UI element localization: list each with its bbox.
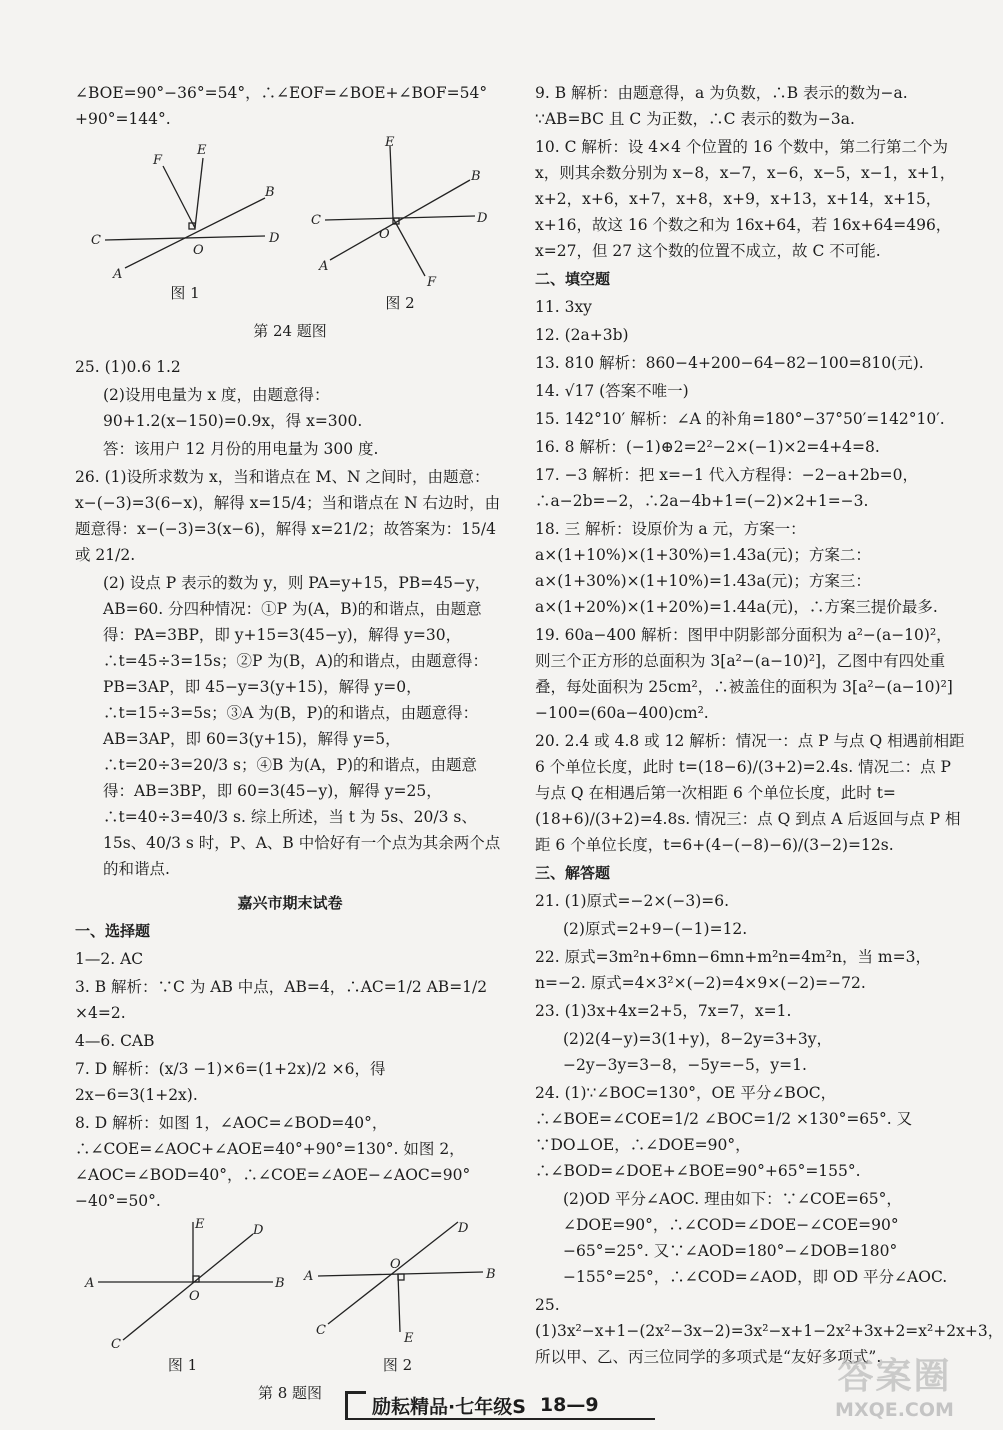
- label-B: B: [274, 1276, 285, 1291]
- q24-conclusion: ∠BOE=90°−36°=54°，∴∠EOF=∠BOE+∠BOF=54°+90°=144°.: [75, 84, 488, 128]
- figure-24-1: [85, 138, 285, 306]
- figure-24-caption: 第 24 题图: [253, 322, 327, 340]
- label-D: D: [477, 211, 488, 226]
- answer-11: 11. 3xy: [535, 298, 592, 316]
- label-O: O: [389, 1257, 401, 1272]
- figure-8-1-label: 图 1: [167, 1356, 198, 1374]
- label-B: B: [471, 169, 481, 184]
- angle-diagram-24-1: [85, 138, 285, 282]
- watermark-url: MXQE.COM: [835, 1399, 954, 1421]
- figure-8-2-label: 图 2: [382, 1356, 413, 1374]
- answer-8: 8. D 解析：如图 1，∠AOC=∠BOD=40°，∴∠COE=∠AOC+∠AOE=40°+90°=130°. 如图 2，∠AOC=∠BOD=40°，∴∠COE=∠AOE−∠AOC=90°−40°=50°.: [75, 1114, 471, 1210]
- watermark: [807, 1348, 982, 1421]
- right-column: [535, 80, 1003, 1372]
- left-column: [75, 80, 505, 1416]
- label-O: O: [188, 1289, 200, 1304]
- label-O: O: [193, 243, 204, 258]
- answer-17: 17. −3 解析：把 x=−1 代入方程得：−2−a+2b=0，∴a−2b=−2，∴2a−4b+1=(−2)×2+1=−3.: [535, 466, 918, 510]
- figure-24-2-label: 图 2: [385, 294, 415, 312]
- label-D: D: [457, 1221, 468, 1236]
- angle-diagram-8-2: [298, 1220, 498, 1350]
- label-D: D: [252, 1223, 263, 1238]
- answer-12: 12. (2a+3b): [535, 326, 629, 344]
- answer-21-1: 21. (1)原式=−2×(−3)=6.: [535, 892, 730, 910]
- answer-16: 16. 8 解析：(−1)⊕2=2²−2×(−1)×2=4+4=8.: [535, 438, 880, 456]
- bracket-mark: [345, 1391, 366, 1420]
- watermark-logo: 答案圈: [837, 1356, 952, 1397]
- footer-rule: [345, 1418, 655, 1420]
- label-A: A: [84, 1276, 94, 1291]
- answer-22: 22. 原式=3m²n+6mn−6mn+m²n=4m²n，当 m=3，n=−2. 原式=4×3²×(−2)=4×9×(−2)=−72.: [535, 948, 931, 992]
- answer-23-2: (2)2(4−y)=3(1+y)，8−2y=3+3y，−2y−3y=3−8，−5y=−5，y=1.: [563, 1030, 832, 1074]
- figure-8-row: [75, 1217, 505, 1378]
- answer-18: 18. 三 解析：设原价为 a 元，方案一：a×(1+10%)×(1+30%)=1.43a(元)；方案二：a×(1+30%)×(1+10%)=1.43a(元)；方案三：a×(1+20%)×(1+20%)=1.44a(元)，∴方案三提价最多.: [535, 520, 938, 616]
- answer-1-2: 1—2. AC: [75, 950, 144, 968]
- section-choice: 一、选择题: [75, 922, 151, 940]
- label-A: A: [303, 1269, 313, 1284]
- page-footer: [345, 1390, 655, 1420]
- figure-8-1: [83, 1217, 285, 1378]
- figure-8-caption: 第 8 题图: [257, 1384, 323, 1402]
- answer-3: 3. B 解析：∵C 为 AB 中点，AB=4，∴AC=1/2 AB=1/2 ×4=2.: [75, 978, 488, 1022]
- answer-13: 13. 810 解析：860−4+200−64−82−100=810(元).: [535, 354, 924, 372]
- label-E: E: [194, 1217, 204, 1232]
- figure-24-row: [75, 135, 505, 316]
- label-A: A: [319, 259, 329, 274]
- answer-15: 15. 142°10′ 解析：∠A 的补角=180°−37°50′=142°10′.: [535, 410, 945, 428]
- section-solve: 三、解答题: [535, 864, 611, 882]
- label-A: A: [113, 267, 123, 282]
- answer-20: 20. 2.4 或 4.8 或 12 解析：情况一：点 P 与点 Q 相遇前相距 6 个单位长度，此时 t=(18−6)/(3+2)=2.4s. 情况二：点 P 与点 Q 在相遇后第一次相距 6 个单位长度，此时 t=(18+6)/(3+2)=4.8s. 情况三：点 Q 到点 A 后返回与点 P 相距 6 个单位长度，t=6+(4−(−8)−6)/(3−2)=12s.: [535, 732, 965, 854]
- label-D: D: [269, 231, 280, 246]
- label-E: E: [403, 1331, 413, 1346]
- label-E: E: [197, 143, 207, 158]
- angle-diagram-24-2: [305, 135, 495, 290]
- answer-9: 9. B 解析：由题意得，a 为负数，∴B 表示的数为−a. ∵AB=BC 且 C 为正数，∴C 表示的数为−3a.: [535, 84, 908, 128]
- q25-answer: 答：该用户 12 月份的用电量为 300 度.: [103, 440, 379, 458]
- section-fill: 二、填空题: [535, 270, 611, 288]
- label-C: C: [110, 1337, 121, 1352]
- answer-25-1: 25. (1)3x²−x+1−(2x²−3x−2)=3x²−x+1−2x²+3x+2=x²+2x+3，所以甲、乙、丙三位同学的多项式是“友好多项式”.: [535, 1296, 1003, 1366]
- label-C: C: [315, 1323, 326, 1338]
- answer-21-2: (2)原式=2+9−(−1)=12.: [563, 920, 748, 938]
- answer-24-2: (2)OD 平分∠AOC. 理由如下：∵∠COE=65°，∠DOE=90°，∴∠COD=∠DOE−∠COE=90°−65°=25°. 又∵∠AOD=180°−∠DOB=180°−155°=25°，∴∠COD=∠AOD，即 OD 平分∠AOC.: [563, 1190, 948, 1286]
- label-O: O: [379, 227, 390, 242]
- label-E: E: [385, 135, 395, 150]
- page-number: 18—9: [539, 1394, 599, 1416]
- answer-14: 14. √17 (答案不唯一): [535, 382, 689, 400]
- figure-24-1-label: 图 1: [170, 284, 200, 302]
- q26-part1: 26. (1)设所求数为 x，当和谐点在 M、N 之间时，由题意：x−(−3)=3(6−x)，解得 x=15/4；当和谐点在 N 右边时，由题意得：x−(−3)=3(x−6)，解得 x=21/2；故答案为：15/4 或 21/2.: [75, 468, 501, 564]
- footer-brand: 励耘精品·七年级S: [372, 1395, 526, 1418]
- answer-23-1: 23. (1)3x+4x=2+5，7x=7，x=1.: [535, 1002, 792, 1020]
- exam-title: 嘉兴市期末试卷: [237, 894, 343, 912]
- answer-7: 7. D 解析：(x/3 −1)×6=(1+2x)/2 ×6，得 2x−6=3(1+2x).: [75, 1060, 386, 1104]
- answer-4-6: 4—6. CAB: [75, 1032, 155, 1050]
- q26-part2: (2) 设点 P 表示的数为 y，则 PA=y+15，PB=45−y，AB=60. 分四种情况：①P 为(A，B)的和谐点，由题意得：PA=3BP，即 y+15=3(45−y)，解得 y=30，∴t=45÷3=15s；②P 为(B，A)的和谐点，由题意得：PB=3AP，即 45−y=3(y+15)，解得 y=0，∴t=15÷3=5s；③A 为(B，P)的和谐点，由题意得：AB=3AP，即 60=3(y+15)，解得 y=5，∴t=20÷3=20/3 s；④B 为(A，P)的和谐点，由题意得：AB=3BP，即 60=3(45−y)，解得 y=25，∴t=40÷3=40/3 s. 综上所述，当 t 为 5s、20/3 s、15s、40/3 s 时，P、A、B 中恰好有一个点为其余两个点的和谐点.: [103, 574, 501, 878]
- label-C: C: [91, 233, 101, 248]
- q25-part2: (2)设用电量为 x 度，由题意得：90+1.2(x−150)=0.9x，得 x=300.: [103, 386, 363, 430]
- answer-24-1: 24. (1)∵∠BOC=130°，OE 平分∠BOC，∴∠BOE=∠COE=1/2 ∠BOC=1/2 ×130°=65°. 又∵DO⊥OE，∴∠DOE=90°，∴∠BOD=∠DOE+∠BOE=90°+65°=155°.: [535, 1084, 913, 1180]
- answer-10: 10. C 解析：设 4×4 个位置的 16 个数中，第二行第二个为 x，则其余数分别为 x−8，x−7，x−6，x−5，x−1，x+1，x+2，x+6，x+7，x+8，x+9，x+13，x+14，x+15，x+16，故这 16 个数之和为 16x+64，若 16x+64=496，x=27，但 27 这个数的位置不成立，故 C 不可能.: [535, 138, 956, 260]
- label-B: B: [265, 185, 275, 200]
- label-F: F: [427, 275, 437, 290]
- answer-19: 19. 60a−400 解析：图甲中阴影部分面积为 a²−(a−10)²，则三个正方形的总面积为 3[a²−(a−10)²]，乙图中有四处重叠，每处面积为 25cm²，∴被盖住的面积为 3[a²−(a−10)²]−100=(60a−400)cm².: [535, 626, 953, 722]
- figure-8-2: [298, 1220, 498, 1378]
- label-B: B: [485, 1267, 496, 1282]
- figure-24-2: [305, 135, 495, 316]
- q25-part1: 25. (1)0.6 1.2: [75, 358, 181, 376]
- angle-diagram-8-1: [83, 1217, 285, 1352]
- label-C: C: [311, 213, 321, 228]
- label-F: F: [153, 153, 163, 168]
